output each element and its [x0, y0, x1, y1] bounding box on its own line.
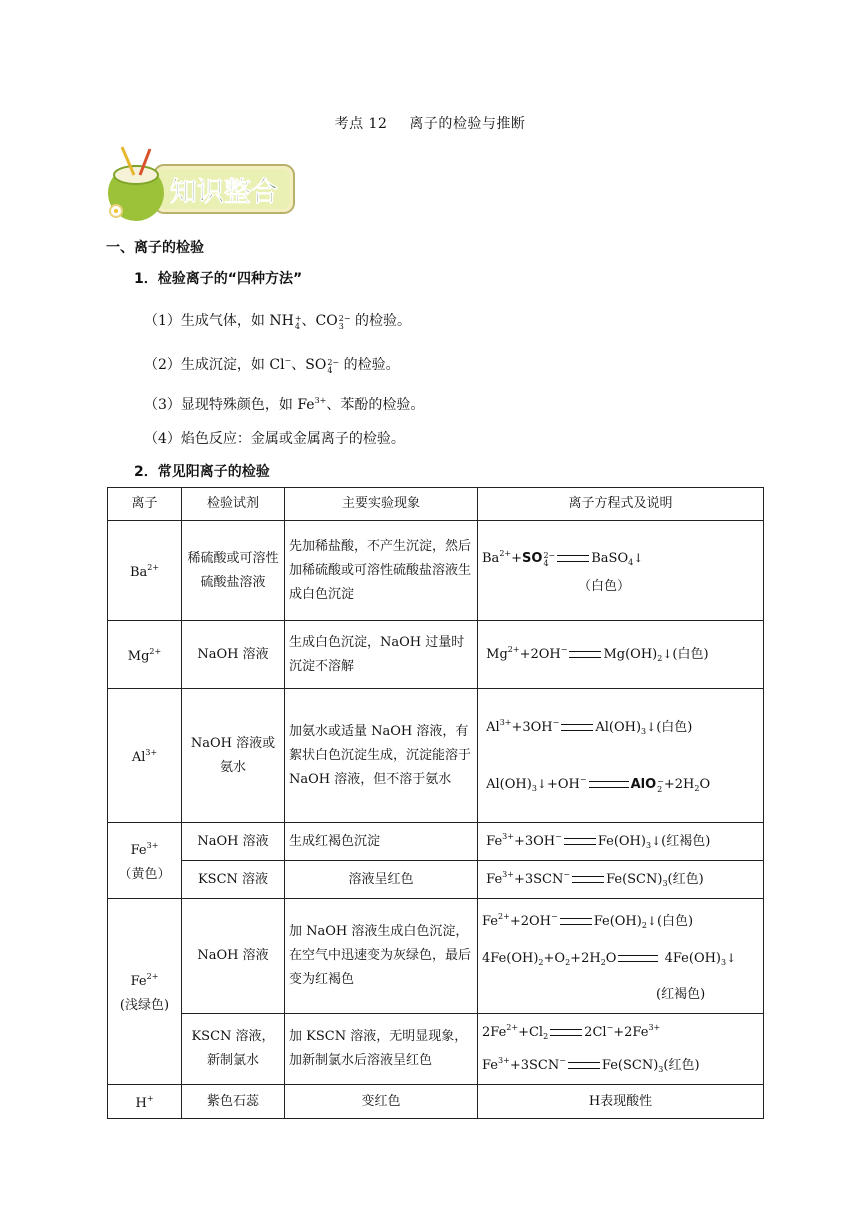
table-row: $Mg^{2+}$ NaOH 溶液 生成白色沉淀，NaOH 过量时沉淀不溶解 $Mg^{2+}+2OH^-$ $Mg(OH)_2↓$(白色) — [108, 621, 764, 689]
method-1: （1）生成气体，如 NH+ 4 、CO2− 3 的检验。 — [144, 313, 411, 331]
table-row: $Fe^{3+}$ （黄色） NaOH 溶液 生成红褐色沉淀 $Fe^{3+}+3OH^-$ $Fe(OH)_3↓$(红褐色) — [108, 823, 764, 861]
subheading-cations: 2．常见阳离子的检验 — [134, 464, 270, 480]
section-heading: 一、离子的检验 — [106, 240, 204, 256]
svg-text:知识整合: 知识整合 — [170, 177, 278, 208]
table-row: $Al^{3+}$ NaOH 溶液或氨水 加氨水或适量 NaOH 溶液，有絮状白色沉淀生成，沉淀能溶于 NaOH 溶液，但不溶于氨水 $Al^{3+}+3OH^-$ $Al(OH)_3↓$(白色) $Al(OH)_3↓+OH^-$ AlO− $2 +2H_2O$ — [108, 689, 764, 823]
method-3: （3）显现特殊颜色，如 $Fe^{3+}$、苯酚的检验。 — [144, 396, 425, 413]
method-2: （2）生成沉淀，如 Cl−、SO2− 4 的检验。 — [144, 356, 400, 375]
table-row: $Ba^{2+}$ 稀硫酸或可溶性硫酸盐溶液 先加稀盐酸，不产生沉淀，然后加稀硫酸或可溶性硫酸盐溶液生成白色沉淀 $Ba^{2+}+SO2-$ 4 BaSO$_4$↓ （白色） — [108, 521, 764, 621]
header-reagent: 检验试剂 — [182, 488, 285, 521]
table-row: H+ 紫色石蕊 变红色 H表现酸性 — [108, 1085, 764, 1119]
table-row: $Fe^{2+}$ (浅绿色) NaOH 溶液 加 NaOH 溶液生成白色沉淀，在空气中迅速变为灰绿色，最后变为红褐色 $Fe^{2+}+2OH^-$ $Fe(OH)_2↓$(白色) $4Fe(OH)_2+O_2+2H_2O$ $4Fe(OH)_3↓$ (红褐色) — [108, 899, 764, 1014]
table-row: KSCN 溶液 溶液呈红色 $Fe^{3+}+3SCN^-$ $Fe(SCN)_3$(红色) — [108, 861, 764, 899]
cation-test-table — [107, 487, 764, 1119]
table-row: KSCN 溶液，新制氯水 加 KSCN 溶液，无明显现象，加新制氯水后溶液呈红色 $2Fe^{2+}+Cl_2$ $2Cl^-+2Fe^{3+}$ $Fe^{3+}+3SCN^-$ $Fe(SCN)_3$(红色) — [108, 1014, 764, 1085]
page-title: 考点 12 离子的检验与推断 — [334, 116, 526, 132]
table-header-row — [108, 488, 764, 521]
method-4: （4）焰色反应：金属或金属离子的检验。 — [144, 431, 405, 447]
subheading-methods: 1．检验离子的“四种方法” — [134, 271, 303, 287]
header-ion: 离子 — [108, 488, 182, 521]
header-phenomenon: 主要实验现象 — [285, 488, 478, 521]
header-equation: 离子方程式及说明 — [478, 488, 764, 521]
knowledge-banner — [104, 145, 298, 223]
